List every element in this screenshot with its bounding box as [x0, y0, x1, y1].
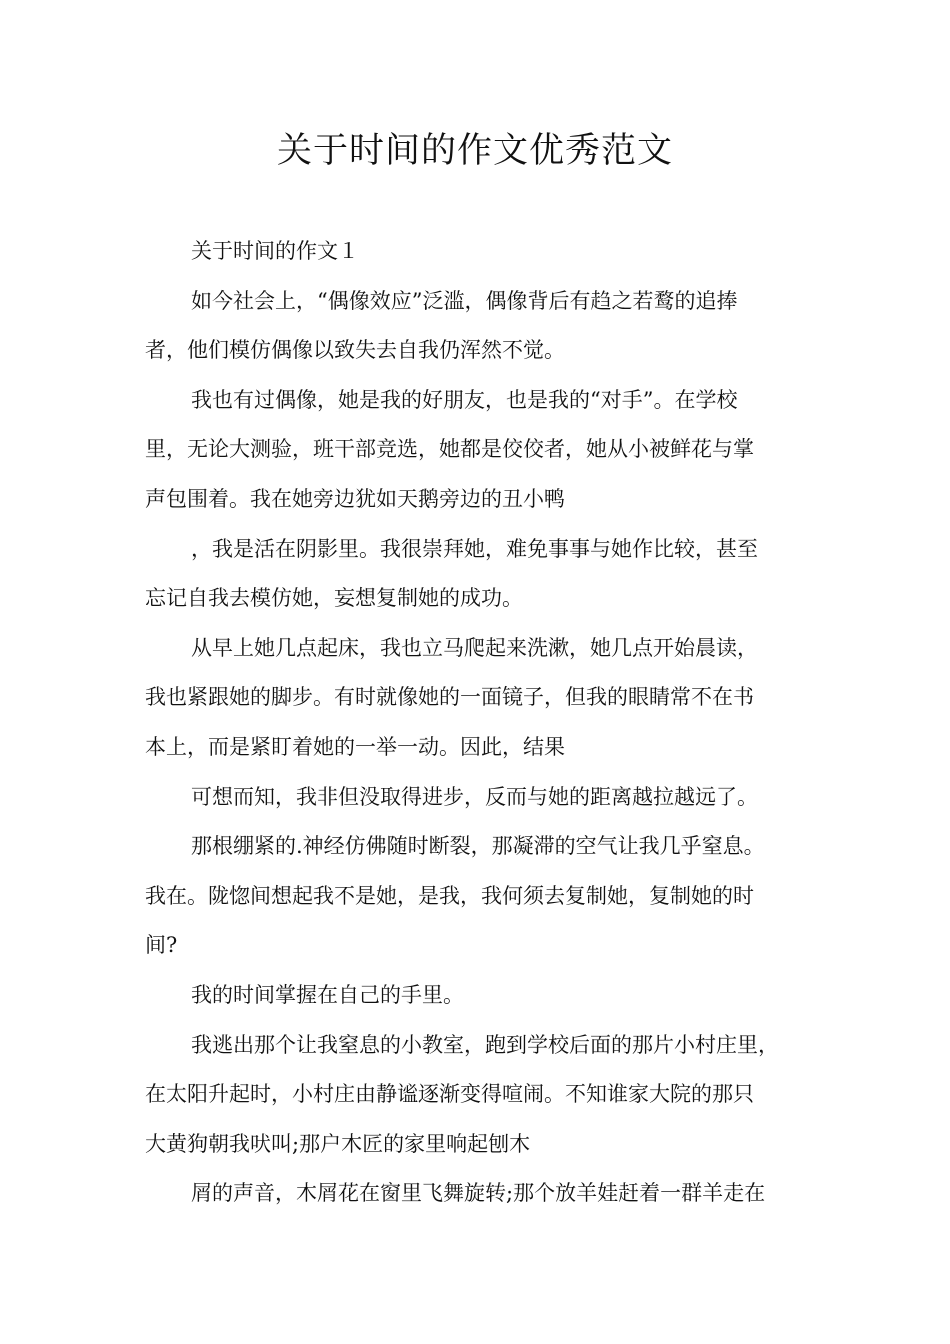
text-line: 忘记自我去模仿她，妄想复制她的成功。: [145, 586, 523, 611]
text-line: 我也有过偶像，她是我的好朋友，也是我的“对手”。在学校: [191, 387, 738, 412]
text-line: 我也紧跟她的脚步。有时就像她的一面镜子，但我的眼睛常不在书: [145, 685, 754, 710]
paragraph: [145, 1021, 813, 1170]
text-line: 声包围着。我在她旁边犹如天鹅旁边的丑小鸭: [145, 486, 565, 511]
text-line: 间?: [145, 933, 178, 958]
paragraph: [145, 376, 813, 525]
paragraph: [145, 277, 813, 376]
text-line: 大黄狗朝我吠叫;那户木匠的家里响起刨木: [145, 1131, 531, 1156]
paragraph: [145, 773, 813, 823]
text-line: 我的时间掌握在自己的手里。: [191, 982, 464, 1007]
document-title: 关于时间的作文优秀范文: [276, 131, 673, 171]
text-line: 可想而知，我非但没取得进步，反而与她的距离越拉越远了。: [191, 784, 758, 809]
text-line: 本上，而是紧盯着她的一举一动。因此，结果: [145, 734, 565, 759]
paragraph: [145, 822, 813, 971]
text-line: 关于时间的作文１: [191, 239, 359, 263]
text-line: 我在。陇惚间想起我不是她，是我，我何须去复制她，复制她的时: [145, 883, 754, 908]
text-line: 屑的声音，木屑花在窗里飞舞旋转;那个放羊娃赶着一群羊走在: [191, 1181, 766, 1206]
paragraph: [145, 227, 813, 277]
text-line: ，我是活在阴影里。我很崇拜她，难免事事与她作比较，甚至: [191, 536, 758, 561]
text-line: 在太阳升起时，小村庄由静谧逐渐变得喧闹。不知谁家大院的那只: [145, 1082, 754, 1107]
paragraph: [145, 1169, 813, 1219]
text-line: 我逃出那个让我窒息的小教室，跑到学校后面的那片小村庄里，: [191, 1032, 779, 1057]
paragraph: [145, 971, 813, 1021]
text-line: 者，他们模仿偶像以致失去自我仍浑然不觉。: [145, 338, 565, 363]
paragraph: [145, 525, 813, 624]
paragraph: [145, 624, 813, 773]
document-body: [145, 227, 813, 1219]
text-line: 里，无论大测验，班干部竞选，她都是佼佼者，她从小被鲜花与掌: [145, 437, 754, 462]
text-line: 从早上她几点起床，我也立马爬起来洗漱，她几点开始晨读，: [191, 635, 758, 660]
text-line: 那根绷紧的.神经仿佛随时断裂，那凝滞的空气让我几乎窒息。: [191, 834, 765, 859]
text-line: 如今社会上，“偶像效应”泛滥，偶像背后有趋之若鹜的追捧: [191, 288, 738, 313]
